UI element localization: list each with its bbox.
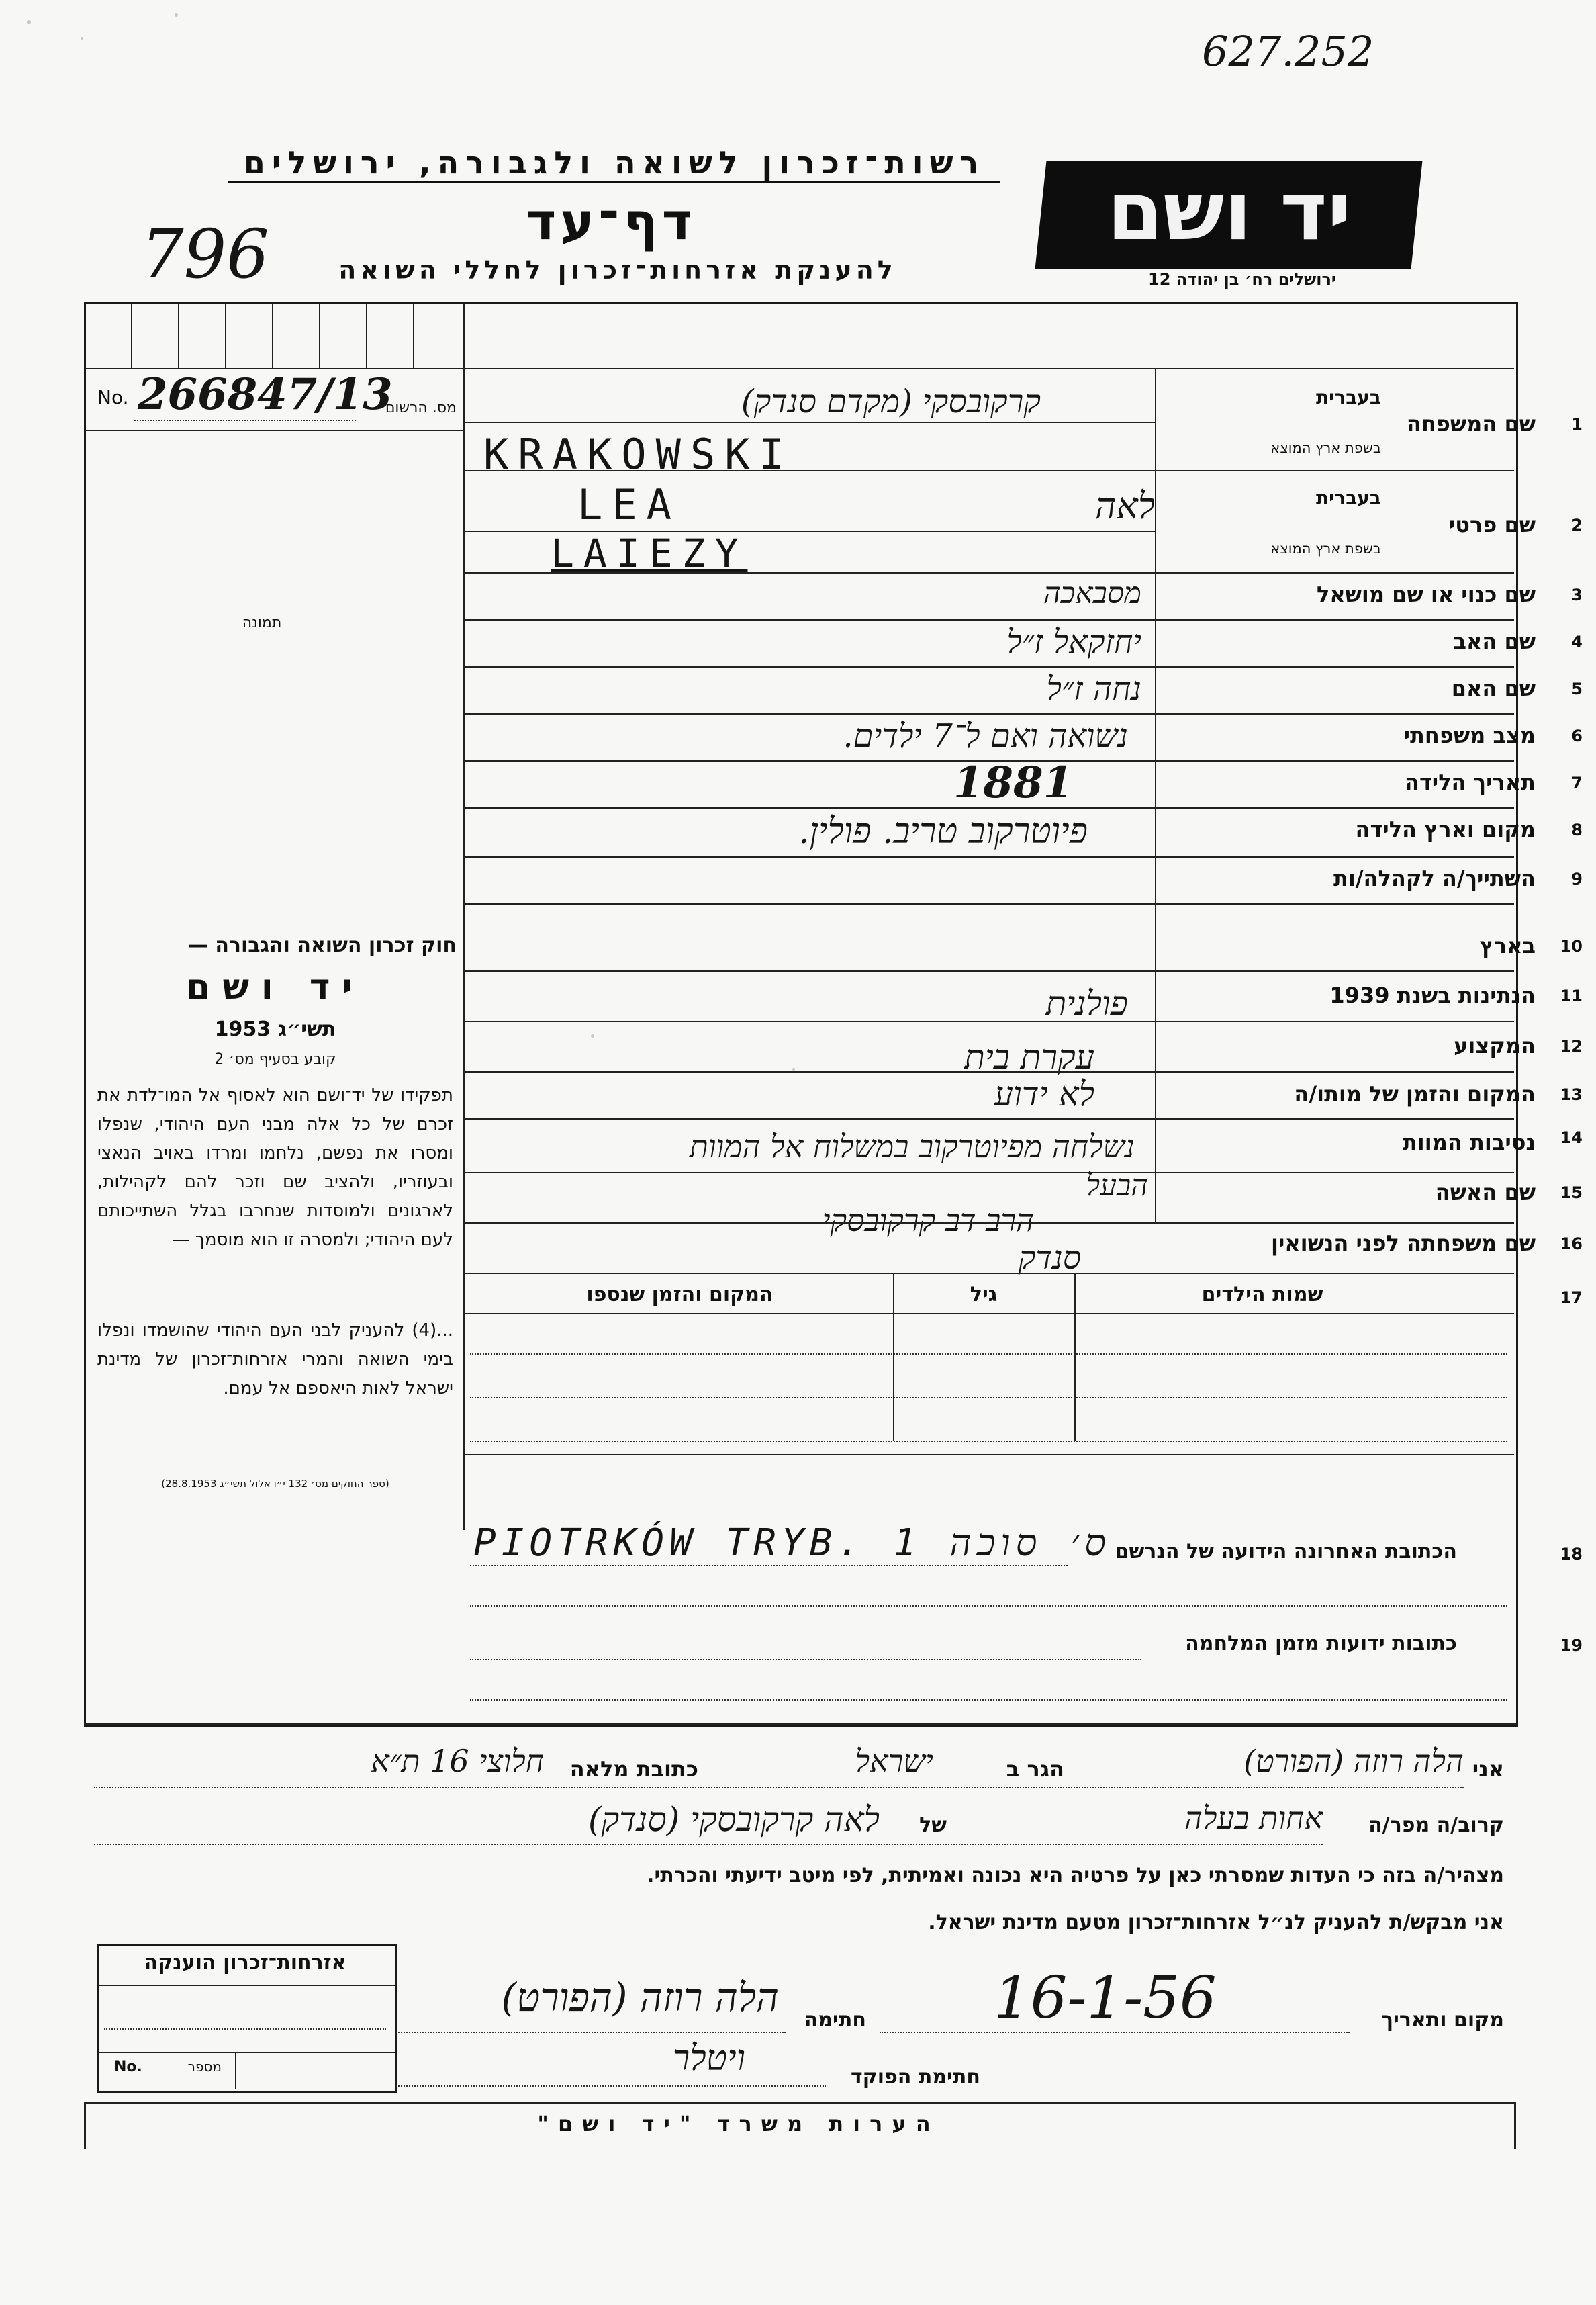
divider: [235, 2052, 236, 2089]
field-1-value: קרקובסקי (מקדם סנדק): [741, 383, 1041, 420]
field-8-label: מקום וארץ הלידה: [1355, 817, 1536, 842]
declarant-name: הלה רוזה (הפורט): [1243, 1743, 1464, 1779]
archive-number: 627.252: [1202, 27, 1374, 76]
divider: [99, 2052, 395, 2053]
divider: [104, 2028, 386, 2030]
paper-speck: [27, 20, 31, 24]
place-date-label: מקום ותאריך: [1381, 2008, 1504, 2032]
address-label: ירושלים רח׳ בן יהודה 12: [1148, 270, 1336, 289]
field-19-num: 19: [1560, 1636, 1583, 1655]
signature-label: חתימה: [804, 2008, 866, 2032]
divider: [396, 2085, 826, 2087]
field-10-num: 10: [1560, 937, 1583, 956]
field-1-value-latin: KRAKOWSKI: [483, 430, 794, 479]
law-source: (ספר החוקים מס׳ 132 י״ו אלול תשי״ג 28.8.1953): [161, 1478, 389, 1490]
divider: [470, 1397, 1507, 1398]
authority-name: רשות־זכרון לשואה ולגבורה, ירושלים: [228, 144, 1000, 183]
divider: [86, 430, 463, 431]
declarant-address: חלוצי 16 ת״א: [371, 1743, 544, 1779]
registration-number: 266847/13: [138, 369, 393, 420]
declarant-signature: הלה רוזה (הפורט): [501, 1975, 779, 2020]
field-14-num: 14: [1560, 1128, 1583, 1147]
field-5-num: 5: [1571, 680, 1583, 698]
field-8-num: 8: [1571, 821, 1583, 840]
full-address-label: כתובת מלאה: [569, 1756, 698, 1782]
divider: [84, 1723, 1516, 1725]
photo-label: תמונה: [242, 615, 282, 631]
divider: [1514, 2102, 1516, 2149]
divider: [84, 2102, 1516, 2104]
declaration-statement: מצהיר/ה בזה כי העדות שמסרתי כאן על פרטיה היא נכונה ואמיתית, לפי מיטב ידיעתי והכרתי.: [647, 1864, 1504, 1887]
field-13-label: המקום והזמן של מותו/ה: [1294, 1081, 1536, 1107]
field-5-value: נחה ז״ל: [1046, 670, 1141, 708]
divider: [463, 1021, 1514, 1022]
field-2-value: לאה: [1094, 485, 1155, 527]
divider: [470, 1659, 1141, 1660]
divider: [880, 2032, 1350, 2033]
registration-label: מס. הרשום: [385, 400, 457, 416]
field-12-value: עקרת בית: [964, 1038, 1094, 1077]
declaration-lives-in-label: הגר ב: [1006, 1756, 1064, 1782]
field-4-num: 4: [1571, 633, 1583, 651]
children-header-names: שמות הילדים: [1201, 1283, 1323, 1306]
divider: [272, 304, 273, 368]
field-1-num: 1: [1571, 415, 1583, 434]
divider: [131, 304, 132, 368]
children-table-num: 17: [1560, 1288, 1583, 1307]
field-1-lang-hebrew: בעברית: [1315, 386, 1381, 408]
divider: [470, 1699, 1507, 1701]
divider: [463, 619, 1514, 621]
field-9-num: 9: [1571, 870, 1583, 889]
logo-text: יד ושם: [1107, 165, 1352, 259]
divider: [225, 304, 226, 368]
officer-signature-label: חתימת הפוקד: [851, 2065, 980, 2089]
divider: [463, 470, 1514, 471]
divider: [463, 304, 465, 1530]
divider: [94, 1787, 1464, 1788]
field-14-label: נסיבות המוות: [1402, 1130, 1536, 1155]
divider: [463, 713, 1514, 715]
children-header-place: המקום והזמן שנספו: [586, 1283, 773, 1306]
divider: [319, 304, 320, 368]
law-clause: ...(4) להעניק לבני העם היהודי שהושמדו ונפלו בימי השואה והמרי אזרחות־זכרון של מדינת ישראל לאות היאספם אל עמם.: [97, 1320, 453, 1398]
divider: [470, 1353, 1507, 1355]
divider: [463, 807, 1514, 809]
divider: [463, 1454, 1514, 1455]
divider: [366, 304, 367, 368]
field-7-value: 1881: [953, 758, 1074, 808]
field-19-label: כתובות ידועות מזמן המלחמה: [1185, 1632, 1457, 1656]
footer-note: הערות משרד "יד ושם": [537, 2111, 940, 2136]
divider: [463, 666, 1514, 668]
field-15-num: 15: [1560, 1183, 1583, 1202]
field-6-value: נשואה ואם ל־7 ילדים.: [843, 717, 1128, 755]
relation-of-label: של: [919, 1813, 947, 1837]
field-8-value: פיוטרקוב טריב. פולין.: [798, 811, 1088, 852]
divider: [94, 1844, 1323, 1845]
page-title: דף־עד: [526, 191, 696, 251]
field-2-num: 2: [1571, 516, 1583, 535]
declaration-prefix: אני: [1472, 1756, 1504, 1782]
divider: [134, 420, 356, 421]
field-2-label: שם פרטי: [1448, 512, 1536, 537]
law-body: תפקידו של יד־ושם הוא לאסוף אל המו־לדת את זכרם של כל אלה מבני העם היהודי, שנפלו ומסרו את נפשם, נלחמו ומרדו באויב הנאצי ובעוזריו, ולהציב שם וזכר להם לקהילות, לארגונים ולמוסדות שנחרבו בגלל השתייכותם לעם היהודי; ולמסרה זו הוא מוסמך —: [97, 1085, 453, 1250]
handwritten-number: 796: [141, 215, 269, 293]
divider: [99, 1985, 395, 1986]
field-6-label: מצב משפחתי: [1403, 723, 1536, 748]
victim-name-declaration: לאה קרקובסקי (סנדק): [588, 1800, 880, 1839]
law-name: יד ושם: [186, 967, 365, 1007]
field-13-value: לא ידוע: [994, 1075, 1094, 1114]
field-10-label: בארץ: [1479, 933, 1536, 958]
divider: [463, 1071, 1514, 1073]
paper-speck: [81, 37, 83, 40]
divider: [463, 572, 1514, 574]
field-9-label: השתייך/ה לקהלה/ות: [1333, 866, 1536, 891]
field-12-label: המקצוע: [1454, 1033, 1536, 1058]
divider: [463, 970, 1514, 972]
field-2-value-latin2: LAIEZY: [551, 531, 748, 576]
divider: [463, 903, 1514, 905]
divider: [1074, 1273, 1076, 1441]
field-7-num: 7: [1571, 774, 1583, 793]
divider: [463, 1118, 1514, 1120]
divider: [470, 1441, 1507, 1442]
divider: [463, 422, 1155, 423]
law-title: חוק זכרון השואה והגבורה —: [187, 934, 457, 957]
divider: [413, 304, 414, 368]
divider: [396, 2032, 786, 2033]
officer-signature: ויטלר: [672, 2038, 745, 2079]
field-4-value: יחזקאל ז״ל: [1006, 623, 1141, 661]
form-frame: [84, 302, 1518, 1727]
field-16-value: סנדק: [1018, 1239, 1081, 1277]
divider: [470, 1605, 1507, 1607]
field-11-num: 11: [1560, 987, 1583, 1005]
award-box-title: אזרחות־זכרון הוענקה: [144, 1951, 346, 1975]
field-13-num: 13: [1560, 1085, 1583, 1104]
field-2-lang-origin: בשפת ארץ המוצא: [1270, 541, 1381, 557]
divider: [463, 856, 1514, 858]
paper-speck: [175, 13, 178, 17]
field-5-label: שם האם: [1451, 676, 1536, 701]
field-1-lang-origin: בשפת ארץ המוצא: [1270, 440, 1381, 456]
field-7-label: תאריך הלידה: [1404, 770, 1536, 795]
field-11-label: הנתינות בשנת 1939: [1329, 983, 1536, 1008]
field-18-label: הכתובת האחרונה הידועה של הנרשם: [1115, 1540, 1457, 1564]
divider: [470, 1565, 1068, 1566]
field-18-num: 18: [1560, 1545, 1583, 1564]
declarant-relation: אחות בעלה: [1184, 1800, 1323, 1836]
divider: [463, 1273, 1514, 1274]
field-15-value2: הרב דב קרקובסקי: [822, 1202, 1034, 1238]
yad-vashem-logo: [1035, 161, 1423, 269]
field-6-num: 6: [1571, 727, 1583, 745]
award-number-label: מספר: [187, 2059, 222, 2075]
field-4-label: שם האב: [1453, 629, 1536, 654]
divider: [463, 1222, 1514, 1224]
relation-label: קרוב/ה מפר/ה: [1368, 1813, 1504, 1837]
field-3-value: מסבאכה: [1043, 576, 1141, 611]
divider: [463, 1313, 1514, 1314]
field-2-lang-hebrew: בעברית: [1315, 487, 1381, 509]
field-3-label: שם כנוי או שם מושאל: [1316, 582, 1536, 607]
registration-prefix: No.: [97, 386, 129, 408]
law-section: קובע בסעיף מס׳ 2: [214, 1051, 336, 1068]
award-no-label: No.: [114, 2059, 142, 2075]
children-header-age: גיל: [970, 1283, 998, 1306]
divider: [178, 304, 179, 368]
law-year: תשי״ג 1953: [214, 1018, 336, 1041]
field-16-label: שם משפחתה לפני הנשואין: [1270, 1230, 1536, 1256]
field-18-value: PIOTRKÓW TRYB. ס׳ סוכה 1: [473, 1521, 1112, 1565]
field-15-value: הבעל: [1086, 1169, 1148, 1203]
declarant-place: ישראל: [855, 1743, 933, 1779]
page-subtitle: להענקת אזרחות־זכרון לחללי השואה: [338, 255, 897, 285]
field-3-num: 3: [1571, 586, 1583, 604]
field-2-value-latin: LEA: [577, 480, 681, 529]
field-12-num: 12: [1560, 1037, 1583, 1056]
declaration-request: אני מבקש/ת להעניק לנ״ל אזרחות־זכרון מטעם מדינת ישראל.: [928, 1911, 1504, 1934]
field-15-label: שם האשה: [1435, 1179, 1536, 1205]
divider: [1155, 368, 1156, 1224]
divider: [84, 2102, 86, 2149]
field-16-num: 16: [1560, 1234, 1583, 1253]
field-14-value: נשלחה מפיוטרקוב במשלוח אל המוות: [689, 1128, 1135, 1165]
field-1-label: שם המשפחה: [1406, 411, 1536, 437]
field-11-value: פולנית: [1045, 984, 1128, 1023]
divider: [893, 1273, 894, 1441]
declaration-date: 16-1-56: [994, 1964, 1217, 2032]
